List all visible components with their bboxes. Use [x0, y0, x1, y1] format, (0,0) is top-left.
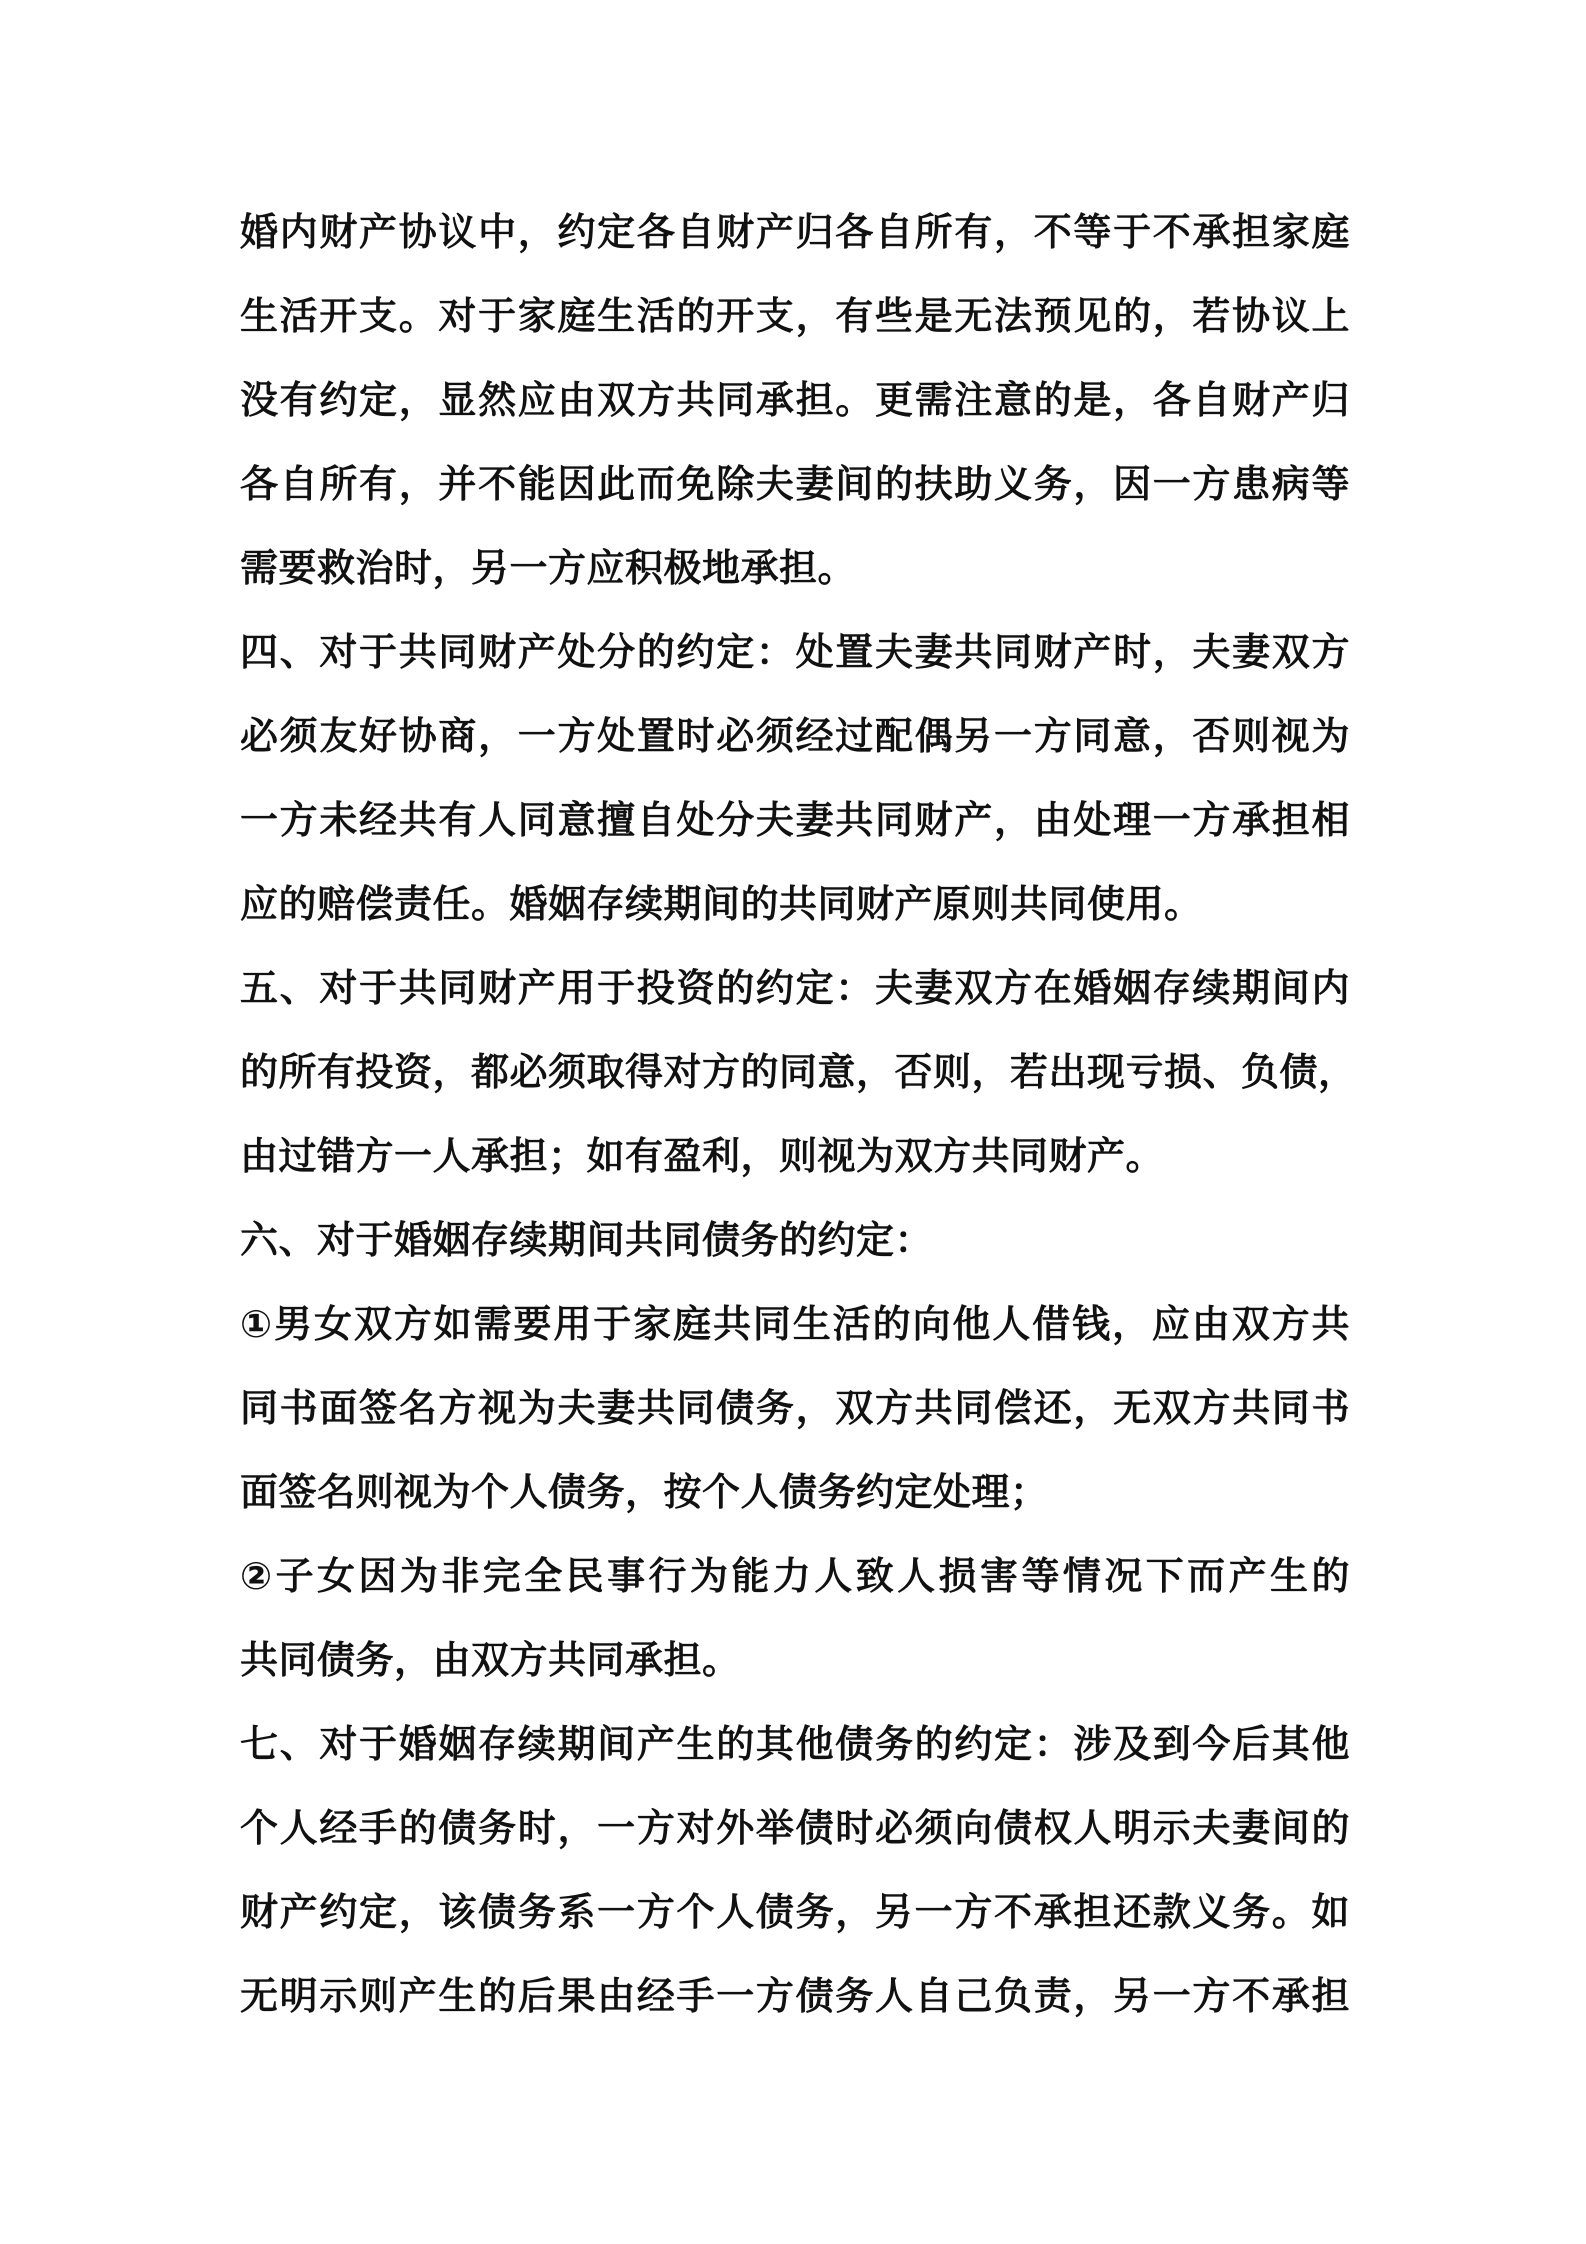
text-line-20: 个人经手的债务时，一方对外举债时必须向债权人明示夫妻间的 — [240, 1806, 1350, 1850]
text-line-8: 一方未经共有人同意擅自处分夫妻共同财产，由处理一方承担相 — [240, 798, 1350, 842]
text-line-18: 共同债务，由双方共同承担。 — [240, 1638, 741, 1682]
text-line-2: 生活开支。对于家庭生活的开支，有些是无法预见的，若协议上 — [240, 294, 1350, 338]
text-line-12: 由过错方一人承担；如有盈利，则视为双方共同财产。 — [240, 1134, 1165, 1178]
text-line-10: 五、对于共同财产用于投资的约定：夫妻双方在婚姻存续期间内 — [240, 966, 1350, 1010]
text-line-15: 同书面签名方视为夫妻共同债务，双方共同偿还，无双方共同书 — [240, 1386, 1350, 1430]
text-line-11: 的所有投资，都必须取得对方的同意，否则，若出现亏损、负债， — [240, 1050, 1357, 1094]
text-line-13: 六、对于婚姻存续期间共同债务的约定： — [240, 1218, 934, 1262]
text-line-9: 应的赔偿责任。婚姻存续期间的共同财产原则共同使用。 — [240, 882, 1203, 926]
text-line-22: 无明示则产生的后果由经手一方债务人自己负责，另一方不承担 — [240, 1974, 1350, 2018]
text-line-19: 七、对于婚姻存续期间产生的其他债务的约定：涉及到今后其他 — [240, 1722, 1350, 1766]
text-line-7: 必须友好协商，一方处置时必须经过配偶另一方同意，否则视为 — [240, 714, 1350, 758]
text-line-16: 面签名则视为个人债务，按个人债务约定处理； — [240, 1470, 1049, 1514]
text-line-17: ②子女因为非完全民事行为能力人致人损害等情况下而产生的 — [240, 1554, 1350, 1598]
text-line-4: 各自所有，并不能因此而免除夫妻间的扶助义务，因一方患病等 — [240, 462, 1350, 506]
document-body — [240, 190, 1357, 2038]
text-line-1: 婚内财产协议中，约定各自财产归各自所有，不等于不承担家庭 — [240, 210, 1350, 254]
text-line-21: 财产约定，该债务系一方个人债务，另一方不承担还款义务。如 — [240, 1890, 1350, 1934]
text-line-5: 需要救治时，另一方应积极地承担。 — [240, 546, 857, 590]
text-line-3: 没有约定，显然应由双方共同承担。更需注意的是，各自财产归 — [240, 378, 1350, 422]
text-line-6: 四、对于共同财产处分的约定：处置夫妻共同财产时，夫妻双方 — [240, 630, 1350, 674]
text-line-14: ①男女双方如需要用于家庭共同生活的向他人借钱，应由双方共 — [240, 1302, 1350, 1346]
